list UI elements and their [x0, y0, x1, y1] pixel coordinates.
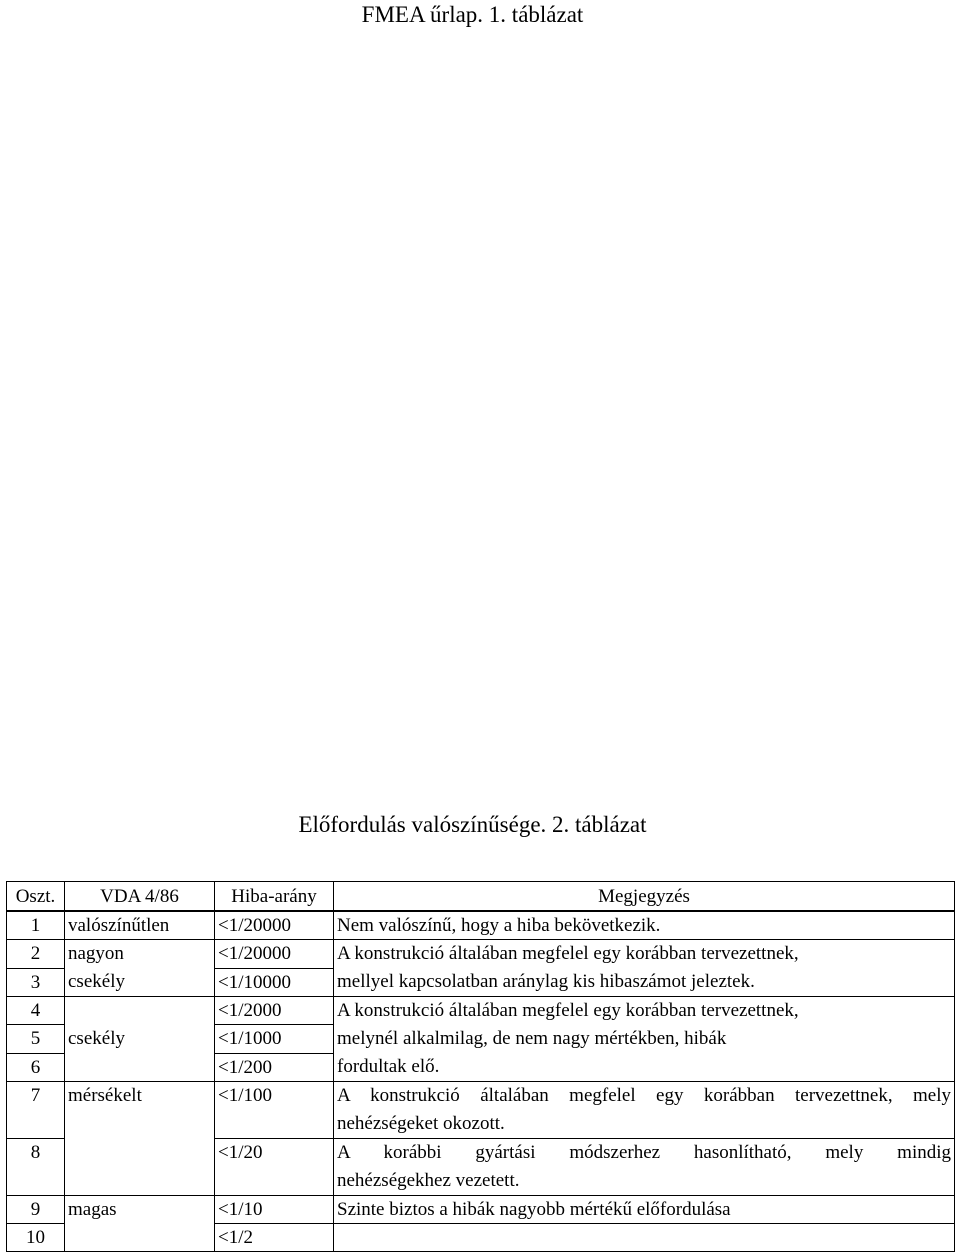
note-line: fordultak elő. [337, 1056, 440, 1077]
row-vda-rating [65, 1224, 215, 1252]
table-row [7, 1224, 955, 1252]
row-note: Szinte biztos a hibák nagyobb mértékű előfordulása [334, 1196, 955, 1224]
row-failure-rate: <1/2 [215, 1224, 334, 1252]
row-vda-rating [65, 1139, 215, 1196]
note-line: nehézségeket okozott. [337, 1113, 505, 1134]
row-class-number: 10 [7, 1224, 65, 1252]
row-failure-rate: <1/1000 [215, 1025, 334, 1053]
row-note [334, 1082, 955, 1139]
row-class-number: 4 [7, 997, 65, 1025]
row-note: Nem valószínű, hogy a hiba bekövetkezik. [334, 911, 955, 940]
note-line: A konstrukció általában megfelel egy korábban tervezettnek, mely [337, 1085, 951, 1106]
row-vda-rating [65, 1053, 215, 1081]
row-note [334, 1224, 955, 1252]
row-class-number: 1 [7, 911, 65, 940]
row-failure-rate: <1/20 [215, 1139, 334, 1196]
note-line: mellyel kapcsolatban aránylag kis hibaszámot jeleztek. [337, 971, 755, 992]
table-row [7, 1082, 955, 1139]
row-failure-rate: <1/100 [215, 1082, 334, 1139]
header-row [7, 882, 955, 912]
row-vda-rating: valószínűtlen [65, 911, 215, 940]
table-row [7, 1196, 955, 1224]
row-failure-rate: <1/200 [215, 1053, 334, 1081]
header-oszt: Oszt. [7, 882, 65, 912]
note-line: melynél alkalmilag, de nem nagy mértékben, hibák [337, 1028, 727, 1049]
note-line: A konstrukció általában megfelel egy korábban tervezettnek, [337, 1000, 799, 1021]
table-row [7, 997, 955, 1025]
table-row [7, 911, 955, 940]
row-vda-rating: magas [65, 1196, 215, 1224]
row-failure-rate: <1/2000 [215, 997, 334, 1025]
header-hiba: Hiba-arány [215, 882, 334, 912]
occurrence-table [6, 881, 955, 1252]
row-vda-rating: mérsékelt [65, 1082, 215, 1139]
row-failure-rate: <1/10 [215, 1196, 334, 1224]
row-class-number: 6 [7, 1053, 65, 1081]
row-note [334, 940, 955, 997]
row-class-number: 3 [7, 968, 65, 997]
page-title: FMEA űrlap. 1. táblázat [361, 2, 584, 27]
row-class-number: 7 [7, 1082, 65, 1139]
row-class-number: 8 [7, 1139, 65, 1196]
header-vda: VDA 4/86 [65, 882, 215, 912]
table-title: Előfordulás valószínűsége. 2. táblázat [298, 812, 647, 837]
row-class-number: 9 [7, 1196, 65, 1224]
row-vda-rating: nagyon [65, 940, 215, 969]
row-failure-rate: <1/10000 [215, 968, 334, 997]
header-megjegyzes: Megjegyzés [334, 882, 955, 912]
row-note [334, 1139, 955, 1196]
note-line: nehézségekhez vezetett. [337, 1170, 520, 1191]
row-failure-rate: <1/20000 [215, 940, 334, 969]
row-class-number: 5 [7, 1025, 65, 1053]
note-line: A korábbi gyártási módszerhez hasonlítható, mely mindig [337, 1142, 951, 1163]
row-vda-rating: csekély [65, 1025, 215, 1053]
row-class-number: 2 [7, 940, 65, 969]
table-row [7, 940, 955, 969]
table-row [7, 1139, 955, 1196]
row-vda-rating: csekély [65, 968, 215, 997]
row-vda-rating [65, 997, 215, 1025]
row-failure-rate: <1/20000 [215, 911, 334, 940]
row-note [334, 997, 955, 1082]
note-line: A konstrukció általában megfelel egy korábban tervezettnek, [337, 943, 799, 964]
